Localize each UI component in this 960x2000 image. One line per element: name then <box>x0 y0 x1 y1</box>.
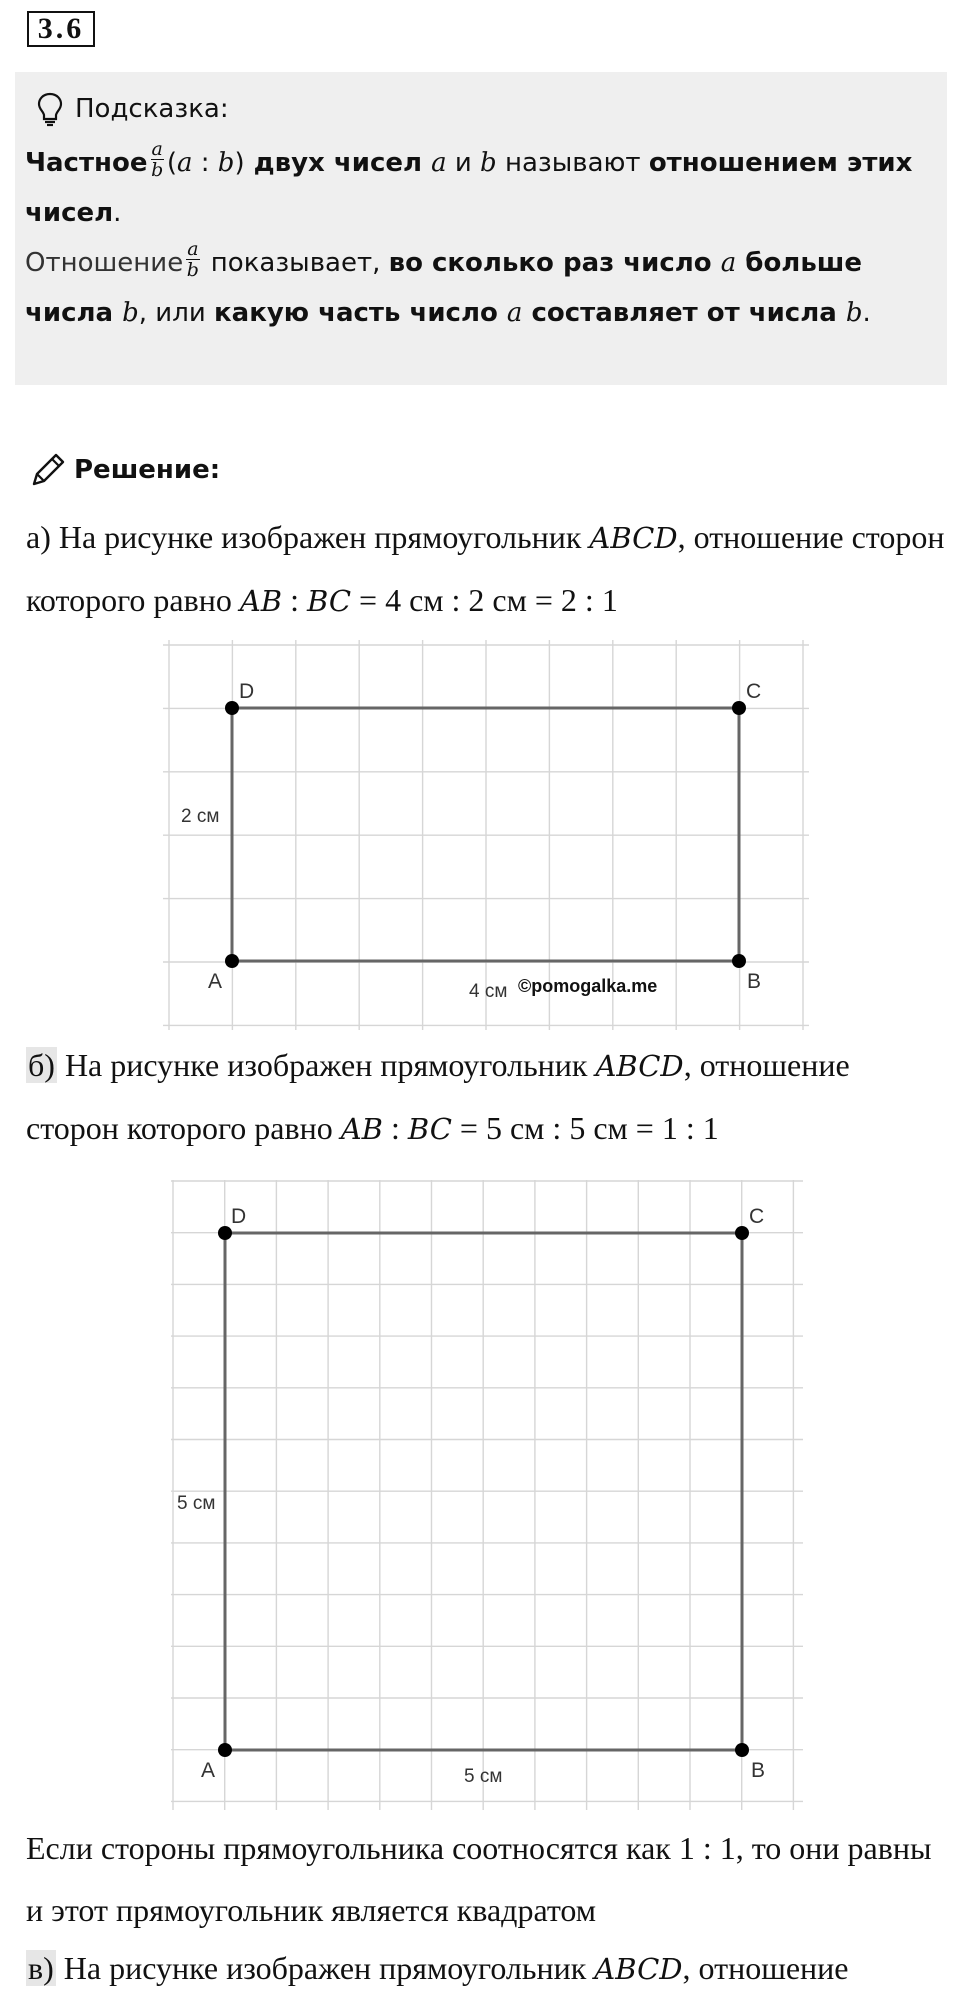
fraction-numerator: a <box>187 238 199 260</box>
math-var: a <box>720 248 737 278</box>
label-a: A <box>208 970 223 993</box>
math-var: ABCD <box>589 521 678 555</box>
solution-text: : <box>282 582 307 618</box>
solution-part-b <box>26 1034 946 1160</box>
solution-part-a <box>26 506 946 632</box>
hint-text: показывает, <box>202 248 389 278</box>
fraction-a-over-b <box>151 139 164 180</box>
hint-text: какую часть число <box>214 298 507 328</box>
point-d <box>225 701 239 715</box>
solution-conclusion: Если стороны прямоугольника соотносятся как 1 : 1, то они равны и этот прямоугольник является квадратом <box>26 1830 932 1928</box>
math-var: AB <box>340 1112 383 1146</box>
label-a: A <box>201 1759 216 1782</box>
label-b: B <box>751 1759 766 1782</box>
math-var: ABCD <box>595 1049 684 1083</box>
hint-paragraph-2 <box>25 238 940 338</box>
math-var: b <box>217 148 235 178</box>
part-label: в) <box>28 1950 54 1986</box>
figure-rectangle-a <box>163 640 809 1030</box>
side-length-left: 2 см <box>181 806 220 827</box>
hint-text: Частное <box>25 148 148 178</box>
math-var: ABCD <box>594 1952 683 1986</box>
solution-text: = 4 см : 2 см = 2 : 1 <box>351 582 618 618</box>
solution-text: : <box>382 1110 408 1146</box>
hint-text: . <box>113 198 122 228</box>
hint-text: ( <box>166 148 177 178</box>
solution-text: , отношение сторон которого равно <box>26 519 945 618</box>
hint-text: составляет от числа <box>522 298 846 328</box>
hint-text: ) <box>234 148 245 178</box>
grid <box>163 640 809 1030</box>
side-length-bottom: 5 см <box>464 1766 503 1787</box>
solution-text: На рисунке изображен прямоугольник <box>50 519 590 555</box>
hint-text: . <box>862 298 871 328</box>
solution-part-v <box>26 1937 946 2000</box>
hint-box <box>15 72 947 385</box>
solution-text: , отношение сторон которого равно <box>26 1047 850 1146</box>
point-d <box>218 1226 232 1240</box>
solution-text: = 5 см : 5 см = 1 : 1 <box>451 1110 719 1146</box>
fraction-denominator: b <box>186 259 199 281</box>
side-length-bottom: 4 см <box>469 981 508 1002</box>
side-length-left: 5 см <box>177 1493 216 1514</box>
point-c <box>732 701 746 715</box>
hint-text: во сколько раз число <box>388 248 721 278</box>
math-var: b <box>480 148 497 178</box>
fraction-numerator: a <box>151 138 163 160</box>
label-b: B <box>747 970 762 993</box>
math-var: BC <box>407 1112 452 1146</box>
label-d: D <box>239 680 255 703</box>
math-var: a <box>431 148 447 178</box>
label-d: D <box>231 1205 247 1228</box>
hint-paragraph-1 <box>25 138 940 238</box>
hint-text: , или <box>138 298 214 328</box>
hint-text: : <box>192 148 218 178</box>
label-c: C <box>746 680 762 703</box>
point-c <box>735 1226 749 1240</box>
label-c: C <box>749 1205 765 1228</box>
hint-text: больше числа <box>25 248 863 328</box>
point-b <box>732 954 746 968</box>
point-a <box>218 1743 232 1757</box>
task-number: 3.6 <box>27 11 95 47</box>
solution-header <box>28 445 220 495</box>
lightbulb-icon <box>35 91 65 127</box>
hint-title: Подсказка: <box>75 94 229 124</box>
solution-text: На рисунке изображен прямоугольник <box>56 1047 596 1083</box>
part-label: а) <box>26 519 51 555</box>
hint-header <box>35 84 229 134</box>
math-var: AB <box>239 584 283 618</box>
math-var: BC <box>306 584 352 618</box>
math-var: a <box>176 148 193 178</box>
hint-body <box>25 138 940 338</box>
figure-square-b <box>171 1180 803 1810</box>
solution-text: На рисунке изображен прямоугольник <box>55 1950 595 1986</box>
point-b <box>735 1743 749 1757</box>
point-a <box>225 954 239 968</box>
hint-text: двух чисел <box>244 148 432 178</box>
hint-text: и <box>446 148 481 178</box>
math-var: a <box>506 298 523 328</box>
grid <box>171 1180 803 1810</box>
math-var: b <box>845 298 863 328</box>
fraction-denominator: b <box>151 159 164 181</box>
pencil-icon <box>28 450 68 490</box>
solution-title: Решение: <box>74 455 221 485</box>
hint-text: отношением этих чисел <box>25 148 913 228</box>
hint-text: Отношение <box>25 248 184 278</box>
part-label: б) <box>28 1047 55 1083</box>
math-var: b <box>122 298 139 328</box>
solution-text: , отношение <box>682 1950 849 1986</box>
hint-text: называют <box>496 148 649 178</box>
watermark: ©pomogalka.me <box>518 976 658 996</box>
fraction-a-over-b <box>186 239 199 280</box>
